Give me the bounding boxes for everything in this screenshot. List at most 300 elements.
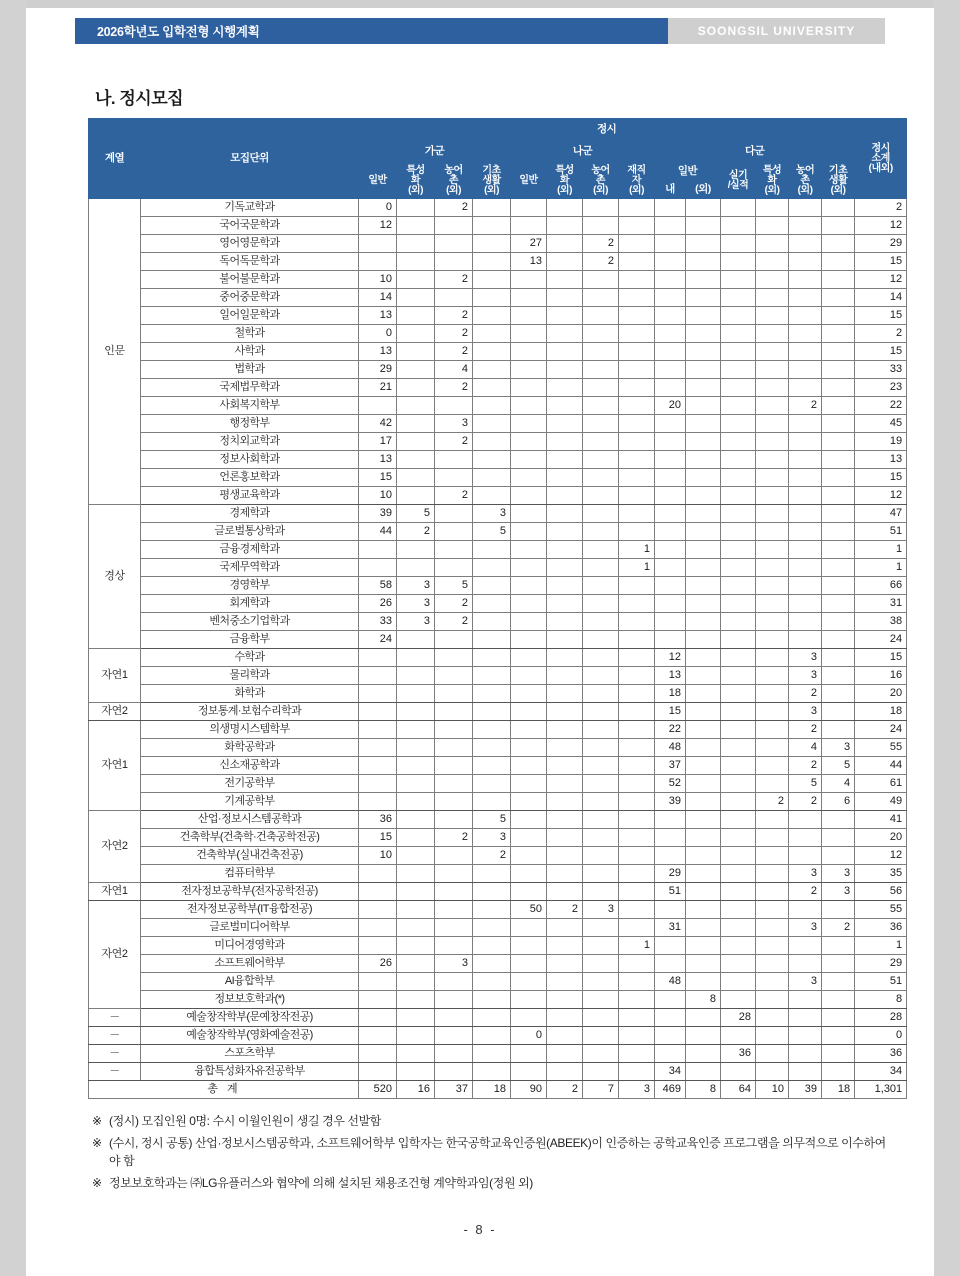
unit-name-cell: 사학과 (141, 343, 359, 361)
l2: 화 (410, 174, 421, 186)
quota-cell-da_gicho: 4 (822, 775, 855, 793)
header-na-jaejikja (619, 163, 655, 199)
quota-cell-da_silgi (721, 667, 756, 685)
quota-cell-subtotal: 15 (855, 253, 907, 271)
quota-cell-na_jaejik (619, 955, 655, 973)
quota-cell-ga_teukseong: 3 (397, 577, 435, 595)
quota-cell-na_nongeo (583, 955, 619, 973)
table-row (89, 955, 907, 973)
quota-cell-ga_ilban (359, 937, 397, 955)
quota-cell-na_nongeo (583, 541, 619, 559)
quota-cell-da_teukseong (756, 1063, 789, 1081)
quota-cell-na_jaejik (619, 253, 655, 271)
quota-cell-da_ilban_oe (686, 307, 721, 325)
quota-cell-na_nongeo (583, 919, 619, 937)
quota-cell-da_nongeo (789, 559, 822, 577)
quota-cell-da_nongeo (789, 307, 822, 325)
quota-cell-da_nongeo: 3 (789, 865, 822, 883)
l3: (외) (797, 184, 813, 196)
quota-cell-ga_gicho (473, 739, 511, 757)
unit-name-cell: 건축학부(실내건축전공) (141, 847, 359, 865)
quota-cell-ga_nongeo (435, 685, 473, 703)
table-row (89, 235, 907, 253)
quota-cell-ga_teukseong (397, 289, 435, 307)
total-cell-da_teukseong: 10 (756, 1081, 789, 1099)
quota-cell-na_teukseong (547, 343, 583, 361)
quota-cell-ga_nongeo (435, 217, 473, 235)
quota-cell-na_teukseong (547, 199, 583, 217)
quota-cell-da_ilban_nae: 48 (655, 973, 686, 991)
quota-cell-ga_ilban (359, 703, 397, 721)
quota-cell-da_ilban_oe (686, 1027, 721, 1045)
quota-cell-da_nongeo: 5 (789, 775, 822, 793)
total-cell-da_ilban_oe: 8 (686, 1081, 721, 1099)
quota-cell-ga_gicho (473, 757, 511, 775)
quota-cell-ga_teukseong (397, 199, 435, 217)
quota-cell-da_ilban_nae (655, 469, 686, 487)
quota-cell-da_teukseong (756, 541, 789, 559)
quota-cell-ga_ilban (359, 919, 397, 937)
quota-cell-na_jaejik (619, 595, 655, 613)
quota-cell-na_ilban: 0 (511, 1027, 547, 1045)
quota-cell-na_ilban (511, 703, 547, 721)
header-da-teukseong (756, 163, 789, 199)
quota-cell-ga_ilban: 24 (359, 631, 397, 649)
quota-cell-da_gicho (822, 577, 855, 595)
unit-name-cell: 중어중문학과 (141, 289, 359, 307)
l1: 특성 (555, 164, 574, 176)
quota-cell-ga_ilban: 10 (359, 271, 397, 289)
quota-cell-na_jaejik (619, 271, 655, 289)
quota-cell-subtotal: 8 (855, 991, 907, 1009)
quota-cell-da_teukseong (756, 217, 789, 235)
quota-cell-ga_ilban: 14 (359, 289, 397, 307)
quota-cell-ga_nongeo (435, 739, 473, 757)
quota-cell-na_teukseong (547, 811, 583, 829)
quota-cell-ga_gicho (473, 325, 511, 343)
quota-cell-da_silgi (721, 343, 756, 361)
quota-cell-subtotal: 24 (855, 631, 907, 649)
quota-cell-na_nongeo (583, 973, 619, 991)
quota-cell-da_ilban_oe (686, 577, 721, 595)
quota-cell-da_gicho (822, 199, 855, 217)
quota-cell-subtotal: 24 (855, 721, 907, 739)
quota-cell-da_silgi (721, 991, 756, 1009)
quota-cell-da_nongeo (789, 955, 822, 973)
quota-cell-na_teukseong (547, 685, 583, 703)
quota-cell-da_ilban_oe: 8 (686, 991, 721, 1009)
quota-cell-da_ilban_nae (655, 307, 686, 325)
admissions-table (88, 118, 907, 1099)
table-row (89, 829, 907, 847)
quota-cell-da_teukseong (756, 739, 789, 757)
quota-cell-ga_teukseong (397, 829, 435, 847)
quota-cell-na_teukseong (547, 289, 583, 307)
quota-cell-na_ilban (511, 307, 547, 325)
table-row (89, 973, 907, 991)
quota-cell-ga_nongeo (435, 667, 473, 685)
quota-cell-ga_nongeo (435, 775, 473, 793)
quota-cell-da_gicho (822, 397, 855, 415)
quota-cell-na_ilban (511, 577, 547, 595)
quota-cell-na_teukseong (547, 883, 583, 901)
quota-cell-da_gicho (822, 325, 855, 343)
unit-name-cell: 정보통계·보험수리학과 (141, 703, 359, 721)
quota-cell-subtotal: 28 (855, 1009, 907, 1027)
quota-cell-da_ilban_nae (655, 1009, 686, 1027)
quota-cell-ga_gicho (473, 919, 511, 937)
quota-cell-ga_gicho: 5 (473, 523, 511, 541)
quota-cell-na_jaejik (619, 811, 655, 829)
quota-cell-ga_teukseong (397, 649, 435, 667)
quota-cell-ga_teukseong: 3 (397, 595, 435, 613)
quota-cell-da_ilban_oe (686, 919, 721, 937)
quota-cell-da_ilban_nae: 31 (655, 919, 686, 937)
l3: (외) (408, 184, 423, 196)
quota-cell-da_ilban_oe (686, 613, 721, 631)
quota-cell-na_teukseong (547, 469, 583, 487)
quota-cell-da_ilban_oe (686, 361, 721, 379)
quota-cell-na_ilban (511, 829, 547, 847)
l1: 농어 (795, 164, 815, 176)
total-cell-na_nongeo: 7 (583, 1081, 619, 1099)
quota-cell-na_jaejik (619, 901, 655, 919)
quota-cell-da_teukseong (756, 829, 789, 847)
quota-cell-da_ilban_oe (686, 379, 721, 397)
total-cell-ga_nongeo: 37 (435, 1081, 473, 1099)
footnote-marker-icon: ※ (92, 1175, 102, 1190)
header-ga-teukseong (397, 163, 435, 199)
unit-name-cell: 회계학과 (141, 595, 359, 613)
header-series: 계열 (89, 119, 141, 199)
quota-cell-ga_nongeo (435, 523, 473, 541)
quota-cell-na_nongeo (583, 1045, 619, 1063)
quota-cell-ga_nongeo (435, 649, 473, 667)
quota-cell-da_ilban_nae: 20 (655, 397, 686, 415)
quota-cell-da_silgi (721, 703, 756, 721)
table-row (89, 1045, 907, 1063)
quota-cell-ga_ilban: 12 (359, 217, 397, 235)
quota-cell-da_silgi (721, 379, 756, 397)
quota-cell-ga_teukseong (397, 361, 435, 379)
total-cell-na_teukseong: 2 (547, 1081, 583, 1099)
quota-cell-ga_gicho (473, 955, 511, 973)
quota-cell-na_jaejik (619, 973, 655, 991)
quota-cell-ga_ilban (359, 685, 397, 703)
quota-cell-da_silgi (721, 955, 756, 973)
quota-cell-da_nongeo (789, 829, 822, 847)
quota-cell-na_teukseong (547, 415, 583, 433)
quota-cell-da_ilban_oe (686, 523, 721, 541)
quota-cell-da_gicho (822, 703, 855, 721)
unit-name-cell: 미디어경영학과 (141, 937, 359, 955)
quota-cell-na_jaejik (619, 325, 655, 343)
quota-cell-subtotal: 18 (855, 703, 907, 721)
quota-cell-da_teukseong (756, 919, 789, 937)
quota-cell-da_nongeo (789, 433, 822, 451)
table-row (89, 865, 907, 883)
quota-cell-ga_nongeo (435, 793, 473, 811)
quota-cell-subtotal: 2 (855, 325, 907, 343)
quota-cell-da_teukseong (756, 649, 789, 667)
quota-cell-da_ilban_oe (686, 487, 721, 505)
quota-cell-da_nongeo (789, 505, 822, 523)
quota-cell-da_gicho (822, 541, 855, 559)
quota-cell-na_ilban (511, 865, 547, 883)
unit-name-cell: 국제무역학과 (141, 559, 359, 577)
quota-cell-da_ilban_nae (655, 379, 686, 397)
quota-cell-ga_gicho (473, 379, 511, 397)
quota-cell-ga_teukseong (397, 937, 435, 955)
quota-cell-ga_ilban (359, 1009, 397, 1027)
quota-cell-ga_ilban: 0 (359, 199, 397, 217)
series-cell: － (89, 1027, 141, 1045)
quota-cell-ga_teukseong (397, 307, 435, 325)
quota-cell-da_ilban_oe (686, 829, 721, 847)
quota-cell-na_nongeo (583, 685, 619, 703)
quota-cell-da_gicho (822, 271, 855, 289)
quota-cell-da_gicho (822, 559, 855, 577)
quota-cell-ga_teukseong (397, 919, 435, 937)
table-row (89, 649, 907, 667)
quota-cell-na_ilban (511, 361, 547, 379)
quota-cell-na_jaejik: 1 (619, 937, 655, 955)
quota-cell-ga_ilban: 17 (359, 433, 397, 451)
quota-cell-da_ilban_oe (686, 505, 721, 523)
unit-name-cell: 예술창작학부(문예창작전공) (141, 1009, 359, 1027)
running-header-university: SOONGSIL UNIVERSITY (668, 18, 885, 44)
quota-cell-na_nongeo (583, 325, 619, 343)
quota-cell-na_ilban: 13 (511, 253, 547, 271)
unit-name-cell: 전자정보공학부(전자공학전공) (141, 883, 359, 901)
quota-cell-da_gicho (822, 289, 855, 307)
quota-cell-da_teukseong (756, 703, 789, 721)
quota-cell-ga_teukseong (397, 865, 435, 883)
table-row (89, 271, 907, 289)
quota-cell-na_teukseong (547, 253, 583, 271)
quota-cell-da_teukseong (756, 595, 789, 613)
quota-cell-da_teukseong (756, 991, 789, 1009)
footnote-text: (수시, 정시 공통) 산업·정보시스템공학과, 소프트웨어학부 입학자는 한국공학교육인증원(ABEEK)이 인증하는 공학교육인증 프로그램을 의무적으로 이수하여야 함 (109, 1135, 886, 1169)
quota-cell-da_ilban_oe (686, 397, 721, 415)
unit-name-cell: 금융학부 (141, 631, 359, 649)
quota-cell-ga_ilban: 21 (359, 379, 397, 397)
quota-cell-na_jaejik (619, 613, 655, 631)
quota-cell-da_ilban_nae: 15 (655, 703, 686, 721)
header-subtotal-l3: (내외) (868, 162, 893, 174)
quota-cell-da_gicho (822, 811, 855, 829)
unit-name-cell: 평생교육학과 (141, 487, 359, 505)
quota-cell-na_teukseong (547, 379, 583, 397)
quota-cell-da_ilban_nae (655, 289, 686, 307)
quota-cell-na_ilban (511, 811, 547, 829)
quota-cell-da_nongeo (789, 1009, 822, 1027)
quota-cell-da_ilban_oe (686, 667, 721, 685)
quota-cell-na_teukseong (547, 973, 583, 991)
quota-cell-na_teukseong (547, 595, 583, 613)
quota-cell-na_teukseong (547, 829, 583, 847)
quota-cell-da_nongeo (789, 631, 822, 649)
quota-cell-da_teukseong (756, 523, 789, 541)
quota-cell-na_jaejik (619, 1063, 655, 1081)
quota-cell-ga_teukseong (397, 901, 435, 919)
table-row (89, 685, 907, 703)
quota-cell-na_ilban (511, 415, 547, 433)
quota-cell-subtotal: 34 (855, 1063, 907, 1081)
quota-cell-da_teukseong (756, 469, 789, 487)
quota-cell-na_teukseong (547, 397, 583, 415)
quota-cell-na_teukseong (547, 307, 583, 325)
unit-name-cell: 영어영문학과 (141, 235, 359, 253)
quota-cell-na_jaejik (619, 865, 655, 883)
quota-cell-ga_gicho (473, 433, 511, 451)
quota-cell-da_silgi (721, 217, 756, 235)
quota-cell-da_silgi (721, 613, 756, 631)
quota-cell-ga_teukseong: 3 (397, 613, 435, 631)
quota-cell-da_gicho: 6 (822, 793, 855, 811)
table-row (89, 739, 907, 757)
quota-cell-ga_teukseong (397, 343, 435, 361)
quota-cell-da_ilban_nae: 13 (655, 667, 686, 685)
quota-cell-ga_teukseong (397, 703, 435, 721)
quota-cell-ga_teukseong (397, 631, 435, 649)
quota-cell-subtotal: 36 (855, 1045, 907, 1063)
quota-cell-ga_gicho (473, 595, 511, 613)
quota-cell-ga_gicho (473, 631, 511, 649)
quota-cell-ga_gicho (473, 469, 511, 487)
quota-cell-na_nongeo (583, 469, 619, 487)
quota-cell-ga_teukseong (397, 685, 435, 703)
quota-cell-da_ilban_nae: 29 (655, 865, 686, 883)
quota-cell-na_ilban (511, 343, 547, 361)
quota-cell-ga_ilban: 10 (359, 847, 397, 865)
quota-cell-da_silgi (721, 973, 756, 991)
quota-cell-da_ilban_oe (686, 235, 721, 253)
quota-cell-da_ilban_oe (686, 847, 721, 865)
quota-cell-na_teukseong (547, 649, 583, 667)
quota-cell-da_nongeo (789, 991, 822, 1009)
quota-cell-ga_nongeo: 2 (435, 595, 473, 613)
quota-cell-na_teukseong (547, 487, 583, 505)
quota-cell-ga_ilban: 26 (359, 955, 397, 973)
quota-cell-da_ilban_nae: 34 (655, 1063, 686, 1081)
quota-cell-subtotal: 16 (855, 667, 907, 685)
page-title: 나. 정시모집 (95, 89, 184, 108)
quota-cell-da_ilban_nae (655, 487, 686, 505)
unit-name-cell: 기독교학과 (141, 199, 359, 217)
table-row (89, 361, 907, 379)
quota-cell-da_teukseong (756, 973, 789, 991)
quota-cell-na_nongeo (583, 865, 619, 883)
quota-cell-da_silgi (721, 739, 756, 757)
quota-cell-na_jaejik (619, 667, 655, 685)
quota-cell-ga_teukseong (397, 271, 435, 289)
quota-cell-da_ilban_nae (655, 361, 686, 379)
quota-cell-na_jaejik (619, 343, 655, 361)
quota-cell-da_nongeo (789, 937, 822, 955)
quota-cell-da_ilban_oe (686, 703, 721, 721)
l2: 촌 (448, 174, 459, 186)
header-ga-gicho (473, 163, 511, 199)
quota-cell-da_gicho: 3 (822, 865, 855, 883)
quota-cell-ga_ilban: 15 (359, 469, 397, 487)
quota-cell-subtotal: 12 (855, 847, 907, 865)
quota-cell-na_nongeo: 3 (583, 901, 619, 919)
quota-cell-na_teukseong (547, 955, 583, 973)
quota-cell-da_gicho (822, 1027, 855, 1045)
quota-cell-da_ilban_oe (686, 289, 721, 307)
quota-cell-ga_gicho (473, 235, 511, 253)
quota-cell-da_gicho (822, 721, 855, 739)
quota-cell-ga_gicho: 5 (473, 811, 511, 829)
quota-cell-ga_nongeo: 3 (435, 415, 473, 433)
header-na-teukseong (547, 163, 583, 199)
quota-cell-ga_teukseong (397, 883, 435, 901)
quota-cell-na_nongeo (583, 739, 619, 757)
quota-cell-ga_ilban: 44 (359, 523, 397, 541)
quota-cell-na_teukseong (547, 325, 583, 343)
quota-cell-ga_teukseong (397, 1027, 435, 1045)
quota-cell-da_nongeo (789, 1027, 822, 1045)
quota-cell-subtotal: 13 (855, 451, 907, 469)
quota-cell-da_silgi (721, 649, 756, 667)
l1: 특성 (762, 164, 782, 176)
quota-cell-na_jaejik (619, 793, 655, 811)
quota-cell-na_teukseong: 2 (547, 901, 583, 919)
quota-cell-ga_teukseong (397, 991, 435, 1009)
quota-cell-ga_ilban (359, 865, 397, 883)
quota-cell-da_silgi (721, 919, 756, 937)
quota-cell-na_teukseong (547, 1045, 583, 1063)
unit-name-cell: 국어국문학과 (141, 217, 359, 235)
quota-cell-na_nongeo (583, 1063, 619, 1081)
quota-cell-ga_teukseong (397, 379, 435, 397)
quota-cell-na_nongeo (583, 991, 619, 1009)
quota-cell-subtotal: 0 (855, 1027, 907, 1045)
quota-cell-na_nongeo (583, 775, 619, 793)
quota-cell-ga_nongeo: 2 (435, 487, 473, 505)
quota-cell-ga_nongeo (435, 397, 473, 415)
quota-cell-da_ilban_oe (686, 649, 721, 667)
quota-cell-da_silgi (721, 1063, 756, 1081)
quota-cell-ga_teukseong (397, 955, 435, 973)
quota-cell-da_silgi (721, 829, 756, 847)
quota-cell-da_ilban_oe (686, 343, 721, 361)
quota-cell-na_ilban (511, 937, 547, 955)
quota-cell-na_teukseong (547, 433, 583, 451)
quota-cell-ga_teukseong (397, 775, 435, 793)
series-cell: 인문 (89, 199, 141, 505)
quota-cell-ga_ilban (359, 991, 397, 1009)
quota-cell-na_nongeo (583, 415, 619, 433)
quota-cell-subtotal: 15 (855, 343, 907, 361)
quota-cell-subtotal: 29 (855, 955, 907, 973)
quota-cell-na_nongeo (583, 289, 619, 307)
table-row (89, 577, 907, 595)
quota-cell-ga_gicho (473, 541, 511, 559)
quota-cell-na_teukseong (547, 523, 583, 541)
quota-cell-ga_nongeo: 5 (435, 577, 473, 595)
header-da-gicho (822, 163, 855, 199)
quota-cell-na_nongeo (583, 757, 619, 775)
l3: (외) (764, 184, 780, 196)
quota-cell-subtotal: 56 (855, 883, 907, 901)
quota-cell-ga_ilban: 29 (359, 361, 397, 379)
header-na-nongeochon (583, 163, 619, 199)
quota-cell-ga_gicho (473, 685, 511, 703)
header-da-ilban-nae: 내 (655, 181, 686, 199)
quota-cell-ga_gicho (473, 217, 511, 235)
